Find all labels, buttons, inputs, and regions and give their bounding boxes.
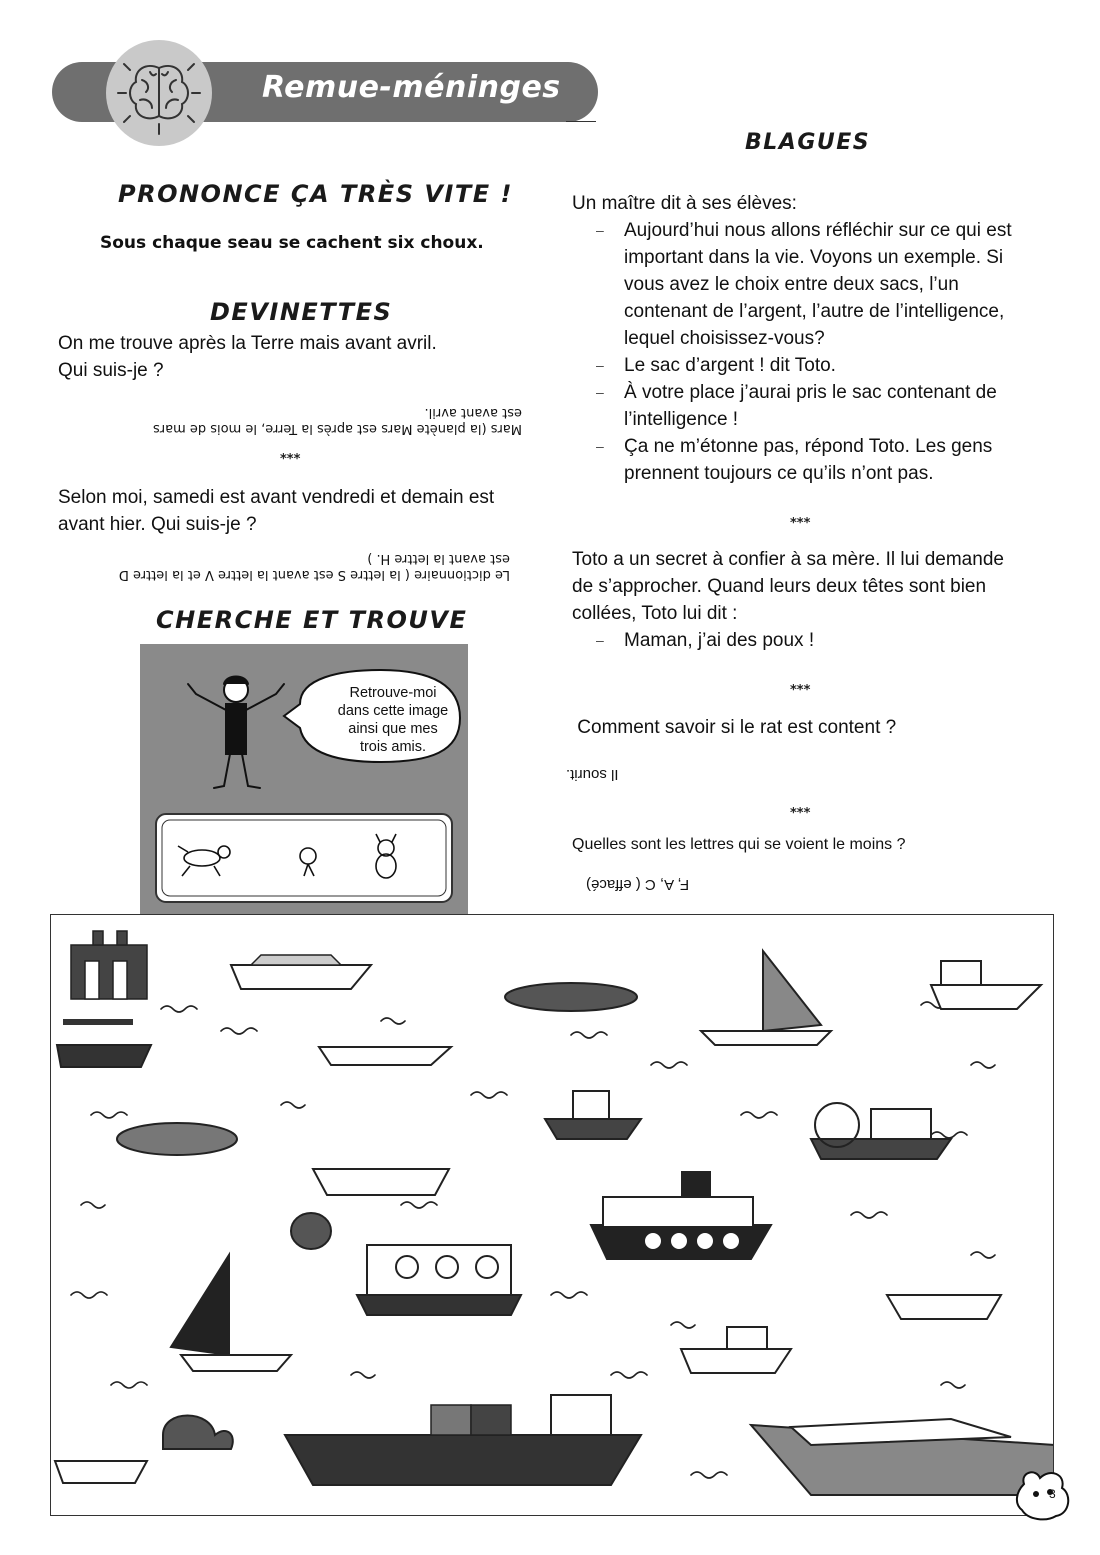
riddle-2-line-1: Selon moi, samedi est avant vendredi et demain est — [58, 487, 495, 508]
joke-2-reply — [572, 627, 1047, 654]
separator: *** — [280, 452, 301, 467]
dash-bullet: – — [596, 632, 604, 648]
riddle-1-line-1: On me trouve après la Terre mais avant avril. — [58, 333, 437, 354]
bubble-line-2: dans cette image — [337, 703, 449, 719]
dialogue-line: Maman, j’ai des poux ! — [624, 630, 815, 651]
dialogue-line: À votre place j’aurai pris le sac contenant de l’intelligence ! — [624, 382, 997, 430]
cherche-heading: CHERCHE ET TROUVE — [156, 606, 468, 634]
list-item — [572, 217, 1047, 352]
joke-2-line-3: collées, Toto lui dit : — [572, 603, 738, 624]
prononce-heading: PRONONCE ÇA TRÈS VITE ! — [118, 180, 513, 208]
riddle-2-answer — [56, 550, 510, 582]
joke-1-dialogue — [572, 217, 1047, 487]
joke-1-intro: Un maître dit à ses élèves: — [572, 193, 797, 214]
blagues-heading: BLAGUES — [745, 130, 871, 155]
joke-3-answer: Il sourit. — [566, 766, 619, 783]
speech-bubble-text — [318, 684, 468, 756]
bubble-line-3: ainsi que mes — [348, 721, 438, 737]
joke-2-line-1: Toto a un secret à confier à sa mère. Il lui demande — [572, 549, 1004, 570]
answer-1-line-1: Mars (la planète Mars est après la Terre, le mois de mars — [152, 421, 522, 436]
dash-bullet: – — [596, 384, 604, 400]
dialogue-line: Aujourd’hui nous allons réfléchir sur ce qui est important dans la vie. Voyons un exemple. Si vous avez le choix entre deux sacs, l’un contenant de l’argent, l’autre de l’intelligence, lequel choisissez-vous? — [624, 220, 1012, 349]
boats-scene-illustration — [50, 914, 1054, 1516]
joke-4-question: Quelles sont les lettres qui se voient le moins ? — [572, 836, 906, 853]
dash-bullet: – — [596, 357, 604, 373]
boy-character-icon — [188, 677, 284, 789]
tongue-twister: Sous chaque seau se cachent six choux. — [100, 233, 484, 253]
dialogue-line: Ça ne m’étonne pas, répond Toto. Les gens prennent toujours ce qu’ils n’ont pas. — [624, 436, 993, 484]
banner-underline — [566, 121, 596, 122]
brain-icon — [106, 40, 212, 146]
riddle-1-line-2: Qui suis-je ? — [58, 360, 164, 381]
joke-2-line-2: de s’approcher. Quand leurs deux têtes sont bien — [572, 576, 987, 597]
dash-bullet: – — [596, 438, 604, 454]
separator: *** — [790, 806, 811, 821]
answer-1-line-2: est avant avril. — [424, 405, 522, 420]
separator: *** — [790, 683, 811, 698]
bubble-line-4: trois amis. — [359, 739, 427, 755]
joke-3-question: Comment savoir si le rat est content ? — [572, 717, 897, 738]
list-item — [572, 352, 1047, 379]
dialogue-line: Le sac d’argent ! dit Toto. — [624, 355, 836, 376]
separator: *** — [790, 516, 811, 531]
bubble-line-1: Retrouve-moi — [349, 685, 437, 701]
list-item — [572, 379, 1047, 433]
joke-4-answer: F, A, C ( effacé) — [586, 876, 690, 893]
page-number: 3 — [1049, 1487, 1056, 1501]
riddle-1-answer — [82, 404, 522, 436]
page-title: Remue-méninges — [262, 70, 561, 105]
riddle-2-line-2: avant hier. Qui suis-je ? — [58, 514, 257, 535]
ghost-mascot-icon — [1010, 1464, 1082, 1524]
answer-2-line-2: est avant la lettre H. ) — [367, 551, 510, 566]
answer-2-line-1: Le dictionnaire ( la lettre S est avant la lettre V et la lettre D — [118, 567, 510, 582]
dash-bullet: – — [596, 222, 604, 238]
list-item — [572, 433, 1047, 487]
devinettes-heading: DEVINETTES — [210, 298, 393, 326]
